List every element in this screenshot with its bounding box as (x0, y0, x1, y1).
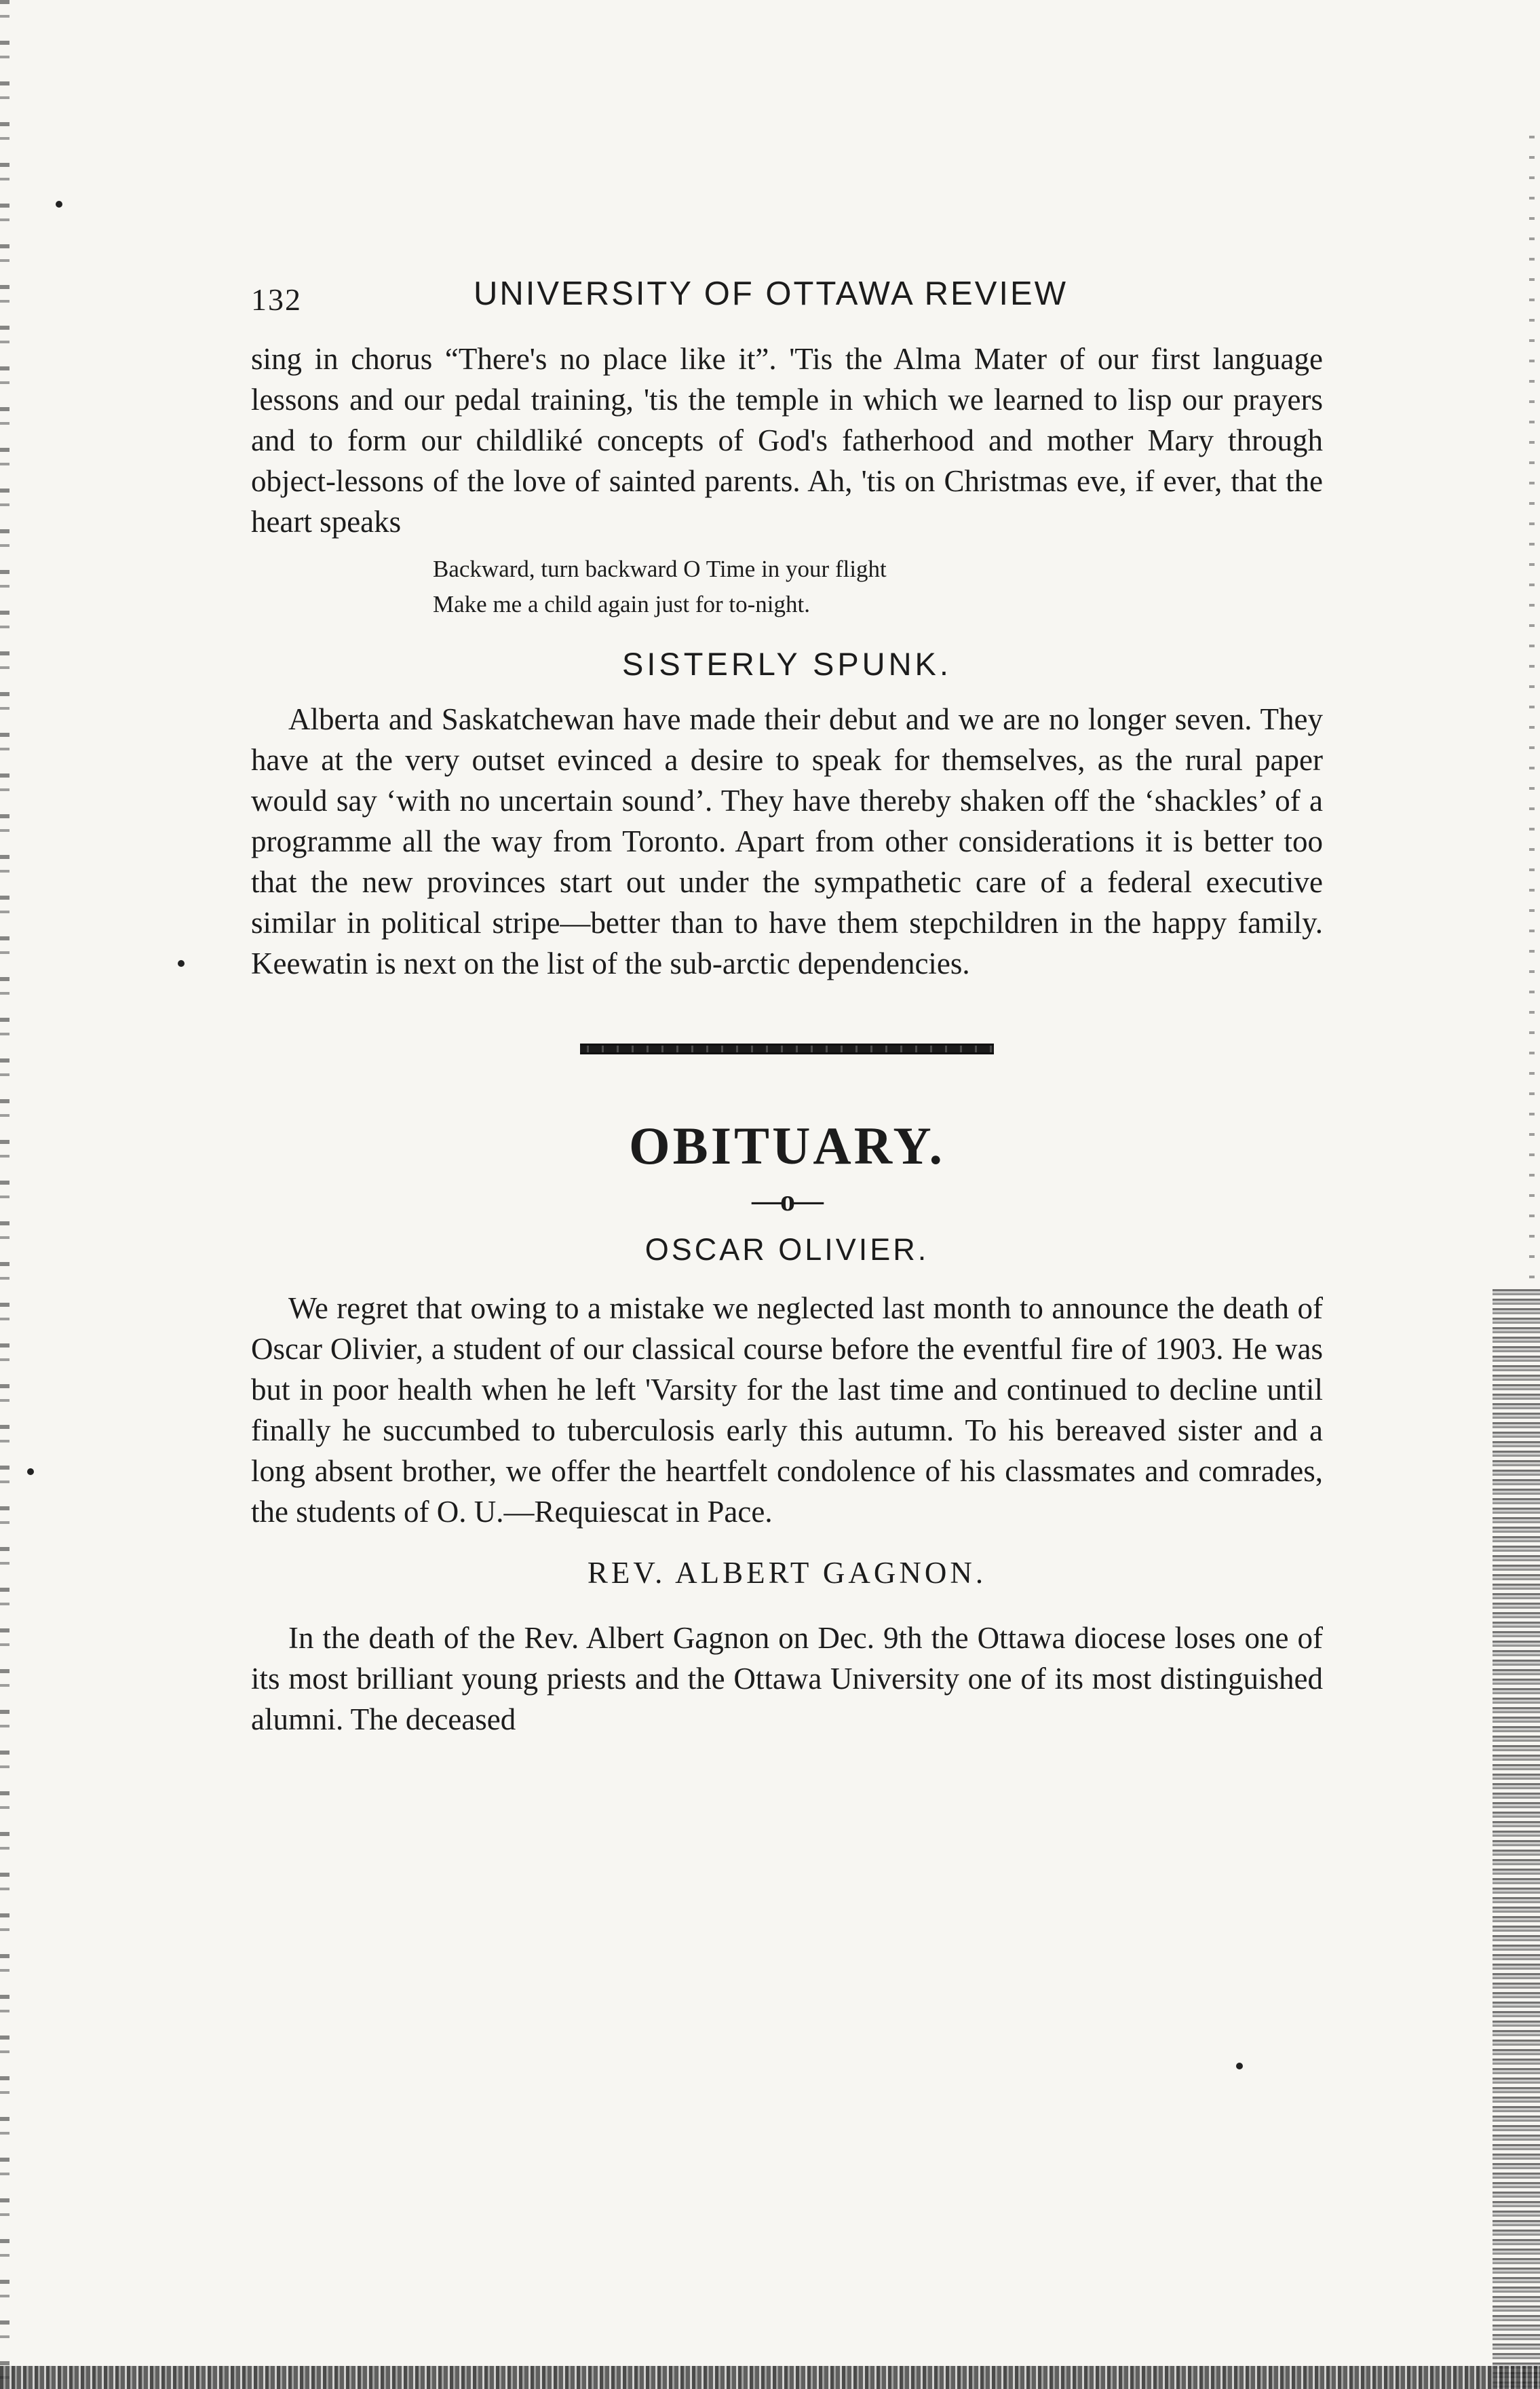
ornament-divider: —o— (752, 1184, 822, 1217)
scan-edge-left (0, 0, 9, 2389)
verse-line: Make me a child again just for to-night. (433, 591, 810, 617)
obituary-paragraph-albert-gagnon: In the death of the Rev. Albert Gagnon on Dec. 9th the Ottawa diocese loses one of its most brilliant young priests and the Ottawa University one of its most distinguished alumni. The deceased (251, 1621, 1323, 1736)
obituary-title-albert-gagnon: REV. ALBERT GAGNON. (587, 1556, 987, 1590)
obituary-paragraph-oscar-olivier: We regret that owing to a mistake we neglected last month to announce the death of Oscar Olivier, a student of our classical course before the eventful fire of 1903. He was but in poor health when he left 'Varsity for the last time and continued to decline until finally he succumbed to tuberculosis early this autumn. To his bereaved sister and a long absent brother, we offer the heartfelt condolence of his classmates and comrades, the students of O. U.—Requiescat in Pace. (251, 1291, 1323, 1529)
intro-paragraph: sing in chorus “There's no place like it”. 'Tis the Alma Mater of our first language lessons and our pedal training, 'tis the temple in which we learned to lisp our prayers and to form our childliké concepts of God's fatherhood and mother Mary through object-lessons of the love of sainted parents. Ah, 'tis on Christmas eve, if ever, that the heart speaks (251, 342, 1323, 539)
section-divider-rule (580, 1044, 994, 1054)
section-title-sisterly-spunk: SISTERLY SPUNK. (622, 646, 952, 682)
scan-speck (178, 960, 185, 967)
running-title: UNIVERSITY OF OTTAWA REVIEW (474, 275, 1068, 312)
verse-quote (433, 552, 1323, 622)
obituary-title-oscar-olivier: OSCAR OLIVIER. (644, 1232, 929, 1267)
scan-speck (27, 1468, 34, 1475)
running-head (251, 275, 1323, 329)
sisterly-spunk-paragraph: Alberta and Saskatchewan have made their debut and we are no longer seven. They have at the very outset evinced a desire to speak for themselves, as the rural paper would say ‘with no uncertain sound’. They have thereby shaken off the ‘shackles’ of a programme all the way from Toronto. Apart from other considerations it is better too that the new provinces start out under the sympathetic care of a federal executive similar in political stripe—better than to have them stepchildren in the happy family. Keewatin is next on the list of the sub-arctic dependencies. (251, 702, 1323, 980)
page-content (251, 275, 1323, 1740)
scan-edge-bottom (0, 2366, 1540, 2389)
scan-speck (1236, 2063, 1243, 2069)
verse-line: Backward, turn backward O Time in your flight (433, 556, 887, 582)
scan-edge-right-top (1529, 136, 1535, 1289)
obituary-heading: OBITUARY. (629, 1116, 945, 1175)
scan-edge-right (1493, 1289, 1540, 2389)
scan-speck (56, 201, 62, 208)
page-number: 132 (251, 282, 302, 317)
